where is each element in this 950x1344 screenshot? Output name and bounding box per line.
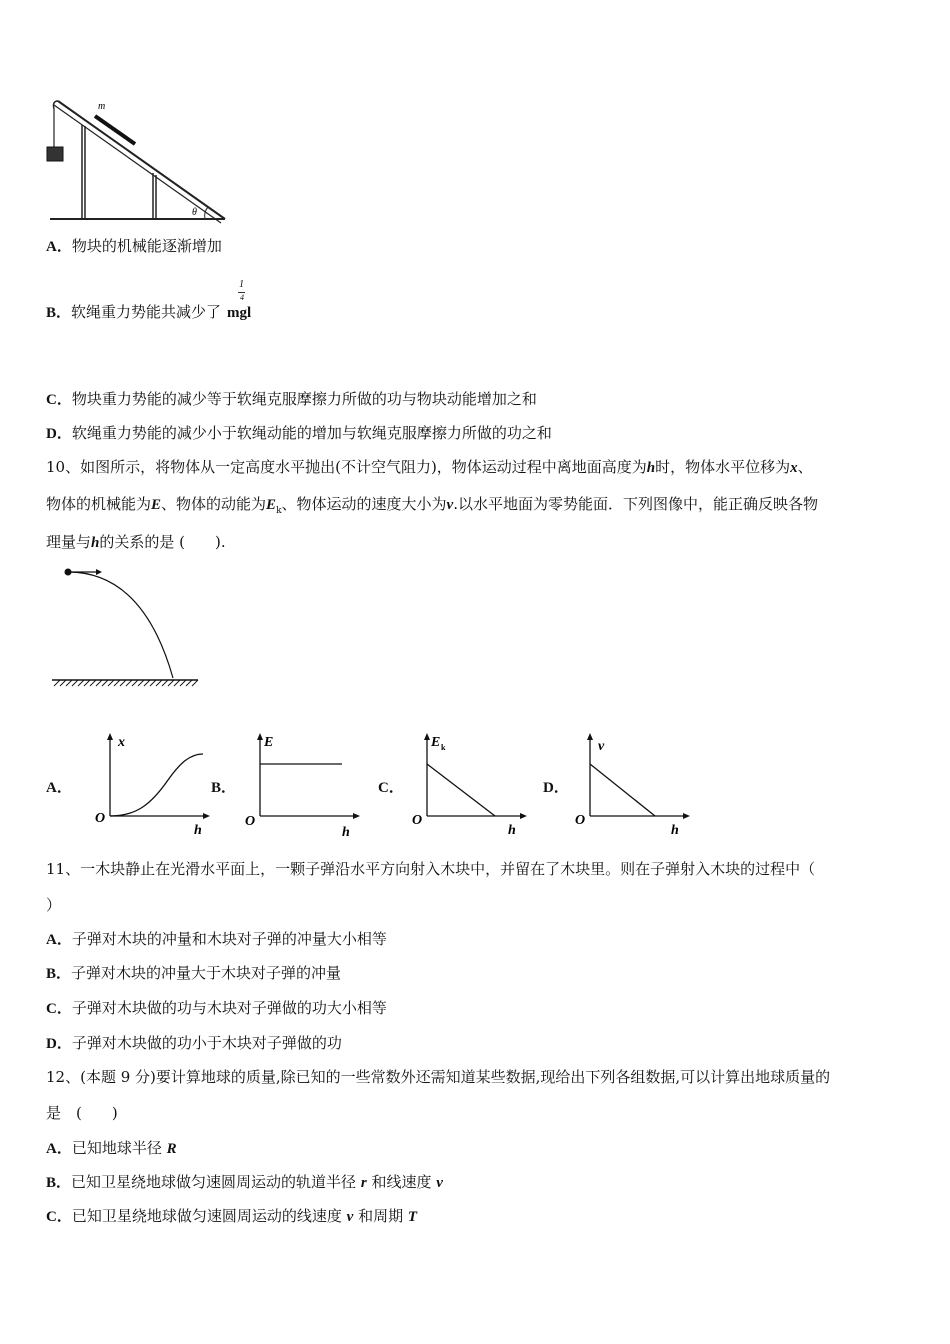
var-x: x <box>790 460 798 476</box>
option-text: 子弹对木块做的功小于木块对子弹做的功 <box>71 1034 342 1052</box>
mgl-term: mgl <box>227 305 252 321</box>
fraction-denominator: 4 <box>240 293 244 302</box>
option-text: 软绳重力势能的减少小于软绳动能的增加与软绳克服摩擦力所做的功之和 <box>71 424 552 442</box>
option-letter: A． <box>46 932 72 948</box>
projectile-figure <box>48 562 203 692</box>
graph-c-letter: C． <box>378 780 404 796</box>
q9-option-d <box>46 423 552 444</box>
q9-option-b <box>46 302 251 323</box>
option-text: 子弹对木块做的功与木块对子弹做的功大小相等 <box>71 999 387 1017</box>
option-text: 已知卫星绕地球做匀速圆周运动的线速度 <box>71 1207 342 1225</box>
var-v: v <box>346 1209 354 1225</box>
option-letter: A． <box>46 239 72 255</box>
q12-stem-line1: 12、(本题 9 分)要计算地球的质量,除已知的一些常数外还需知道某些数据,现给出下列各组数据,可以计算出地球质量的 <box>46 1068 831 1086</box>
stem-text: .以水平地面为零势能面．下列图像中，能正确反映各物 <box>453 495 818 513</box>
option-text: 和周期 <box>358 1207 404 1225</box>
graph-b-xlabel: h <box>342 825 350 840</box>
stem-text: 的关系的是 ( ). <box>99 533 226 551</box>
graph-d-origin: O <box>575 813 586 828</box>
var-h: h <box>91 535 100 551</box>
graph-c-origin: O <box>412 813 423 828</box>
option-text: 物块重力势能的减少等于软绳克服摩擦力所做的功与物块动能增加之和 <box>71 390 537 408</box>
q11-stem-line1: 11、一木块静止在光滑水平面上，一颗子弹沿水平方向射入木块中，并留在了木块里。则在子弹射入木块的过程中（ <box>46 860 816 878</box>
stem-text: 时，物体水平位移为 <box>655 458 791 476</box>
graph-c-line <box>427 764 495 816</box>
graph-b <box>240 730 365 840</box>
option-letter: B． <box>46 305 72 321</box>
var-E: E <box>151 497 162 513</box>
q11-option-d <box>46 1033 342 1054</box>
q12-option-b <box>46 1172 443 1193</box>
graph-a-ylabel: x <box>118 735 125 750</box>
q11-option-b <box>46 963 341 984</box>
option-text: 软绳重力势能共减少了 <box>71 303 222 321</box>
var-v: v <box>446 497 454 513</box>
q11-stem-line2: ） <box>46 896 62 914</box>
option-text: 已知卫星绕地球做匀速圆周运动的轨道半径 <box>71 1173 357 1191</box>
graph-a-origin: O <box>95 811 106 826</box>
graph-b-origin: O <box>245 814 256 829</box>
stem-text: 10、如图所示，将物体从一定高度水平抛出(不计空气阻力)，物体运动过程中离地面高度为 <box>46 458 647 476</box>
graph-a-curve <box>110 754 203 816</box>
option-text: 子弹对木块的冲量和木块对子弹的冲量大小相等 <box>71 930 387 948</box>
var-h: h <box>646 460 656 476</box>
angle-label: θ <box>192 207 197 218</box>
var-R: R <box>166 1141 177 1157</box>
stem-text: 、物体的动能为 <box>161 495 267 513</box>
var-v: v <box>436 1175 443 1191</box>
option-letter: D． <box>46 1036 72 1052</box>
var-T: T <box>407 1209 418 1225</box>
graph-d <box>570 730 695 840</box>
graph-c-xlabel: h <box>508 823 516 838</box>
graph-c-ylabel: E <box>431 735 441 750</box>
graph-b-ylabel: E <box>264 735 274 750</box>
graph-d-xlabel: h <box>671 823 679 838</box>
option-letter: B． <box>46 1175 72 1191</box>
option-text: 物块的机械能逐渐增加 <box>71 237 222 255</box>
option-text: 子弹对木块的冲量大于木块对子弹的冲量 <box>71 964 342 982</box>
mass-label: m <box>98 101 106 112</box>
q10-stem-line1 <box>46 457 813 478</box>
q12-option-c <box>46 1206 417 1227</box>
option-text: 和线速度 <box>371 1173 432 1191</box>
q12-option-a <box>46 1138 177 1159</box>
stem-text: 理量与 <box>46 533 92 551</box>
q9-option-c <box>46 389 537 410</box>
graph-d-ylabel: v <box>598 739 605 754</box>
graph-a-xlabel: h <box>194 823 202 838</box>
graph-b-letter: B． <box>211 780 237 796</box>
option-letter: C． <box>46 392 72 408</box>
option-letter: C． <box>46 1209 72 1225</box>
graph-a <box>90 730 215 840</box>
q12-stem-line2: 是 ( ) <box>46 1104 118 1122</box>
var-Ek: E <box>266 497 277 513</box>
q9-option-a <box>46 236 222 257</box>
q11-option-c <box>46 998 387 1019</box>
graph-d-line <box>590 764 655 816</box>
graph-c <box>407 730 532 840</box>
stem-text: 、 <box>797 458 813 476</box>
stem-text: 、物体运动的速度大小为 <box>281 495 447 513</box>
graph-d-letter: D． <box>543 780 569 796</box>
option-letter: A． <box>46 1141 72 1157</box>
option-text: 已知地球半径 <box>71 1139 162 1157</box>
graph-a-letter: A． <box>46 780 72 796</box>
fraction-numerator: 1 <box>239 279 244 290</box>
var-Ek-sub: k <box>276 506 282 516</box>
q10-stem-line2 <box>46 494 818 521</box>
graph-c-ysub: k <box>441 743 446 752</box>
option-letter: C． <box>46 1001 72 1017</box>
q11-option-a <box>46 929 387 950</box>
q10-stem-line3 <box>46 532 226 553</box>
option-letter: B． <box>46 966 72 982</box>
incline-figure <box>40 95 235 225</box>
var-r: r <box>360 1175 367 1191</box>
option-letter: D． <box>46 426 72 442</box>
stem-text: 物体的机械能为 <box>46 495 152 513</box>
